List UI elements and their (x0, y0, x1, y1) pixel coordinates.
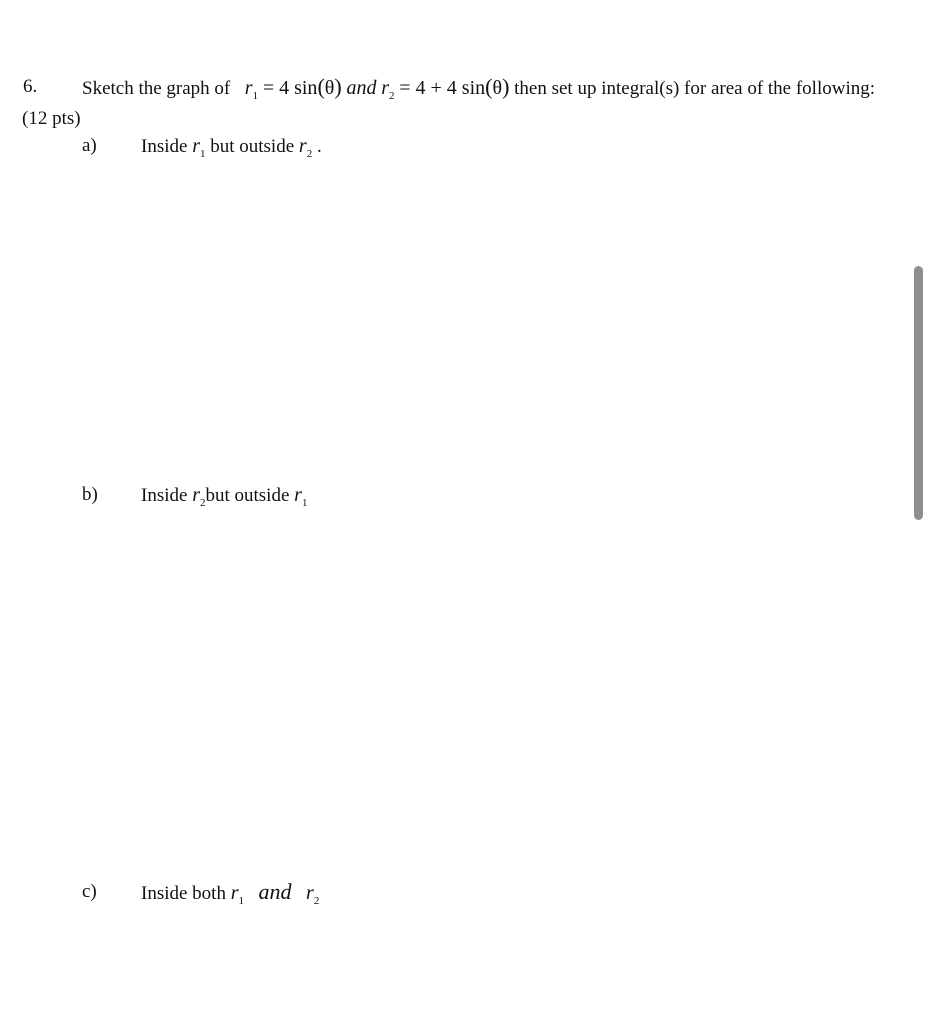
vertical-scrollbar[interactable] (914, 266, 923, 520)
eq1-open-paren: ( (317, 74, 325, 99)
r1-subscript: 1 (252, 90, 259, 102)
eq1-theta: θ (324, 77, 335, 99)
eq2-open-paren: ( (485, 74, 493, 99)
problem-points: (12 pts) (22, 108, 81, 129)
part-a-sub1: 1 (199, 148, 206, 160)
part-c-text (141, 880, 319, 908)
eq2-rhs: = 4 + 4 sin (399, 77, 486, 99)
eq2-theta: θ (492, 77, 503, 99)
part-a-var1: r (192, 135, 200, 157)
part-b-middle: but outside (205, 485, 290, 506)
part-a-middle: but outside (210, 136, 295, 157)
part-c-inside: Inside both (141, 883, 226, 904)
eq1-close-paren: ) (334, 74, 342, 99)
part-c-var1: r (230, 882, 239, 904)
part-b-inside: Inside (141, 485, 188, 506)
eq1-rhs: = 4 sin (262, 77, 318, 99)
problem-number: 6. (23, 76, 38, 97)
part-b-label: b) (82, 484, 98, 505)
part-a-inside: Inside (141, 136, 188, 157)
problem-intro: Sketch the graph of (82, 78, 231, 99)
r2-subscript: 2 (388, 90, 395, 102)
and-word: and (346, 77, 377, 99)
r1-variable: r (244, 77, 253, 99)
part-c-label: c) (82, 881, 97, 902)
r2-variable: r (381, 77, 389, 99)
part-b-sub1: 2 (199, 497, 206, 509)
problem-statement (82, 75, 875, 103)
part-b-sub2: 1 (301, 497, 308, 509)
part-c-sub2: 2 (313, 895, 320, 907)
part-a-text (141, 134, 322, 161)
problem-tail: then set up integral(s) for area of the following: (514, 78, 876, 99)
part-b-var2: r (294, 484, 302, 506)
part-b-var1: r (192, 484, 200, 506)
part-a-sub2: 2 (306, 148, 313, 160)
part-a-end: . (316, 136, 322, 157)
eq2-close-paren: ) (502, 74, 510, 99)
part-c-and-word: and (258, 879, 292, 904)
part-c-var2: r (306, 882, 314, 904)
part-a-var2: r (298, 135, 307, 157)
part-c-sub1: 1 (238, 895, 245, 907)
part-b-text (141, 483, 307, 510)
part-a-label: a) (82, 135, 97, 156)
